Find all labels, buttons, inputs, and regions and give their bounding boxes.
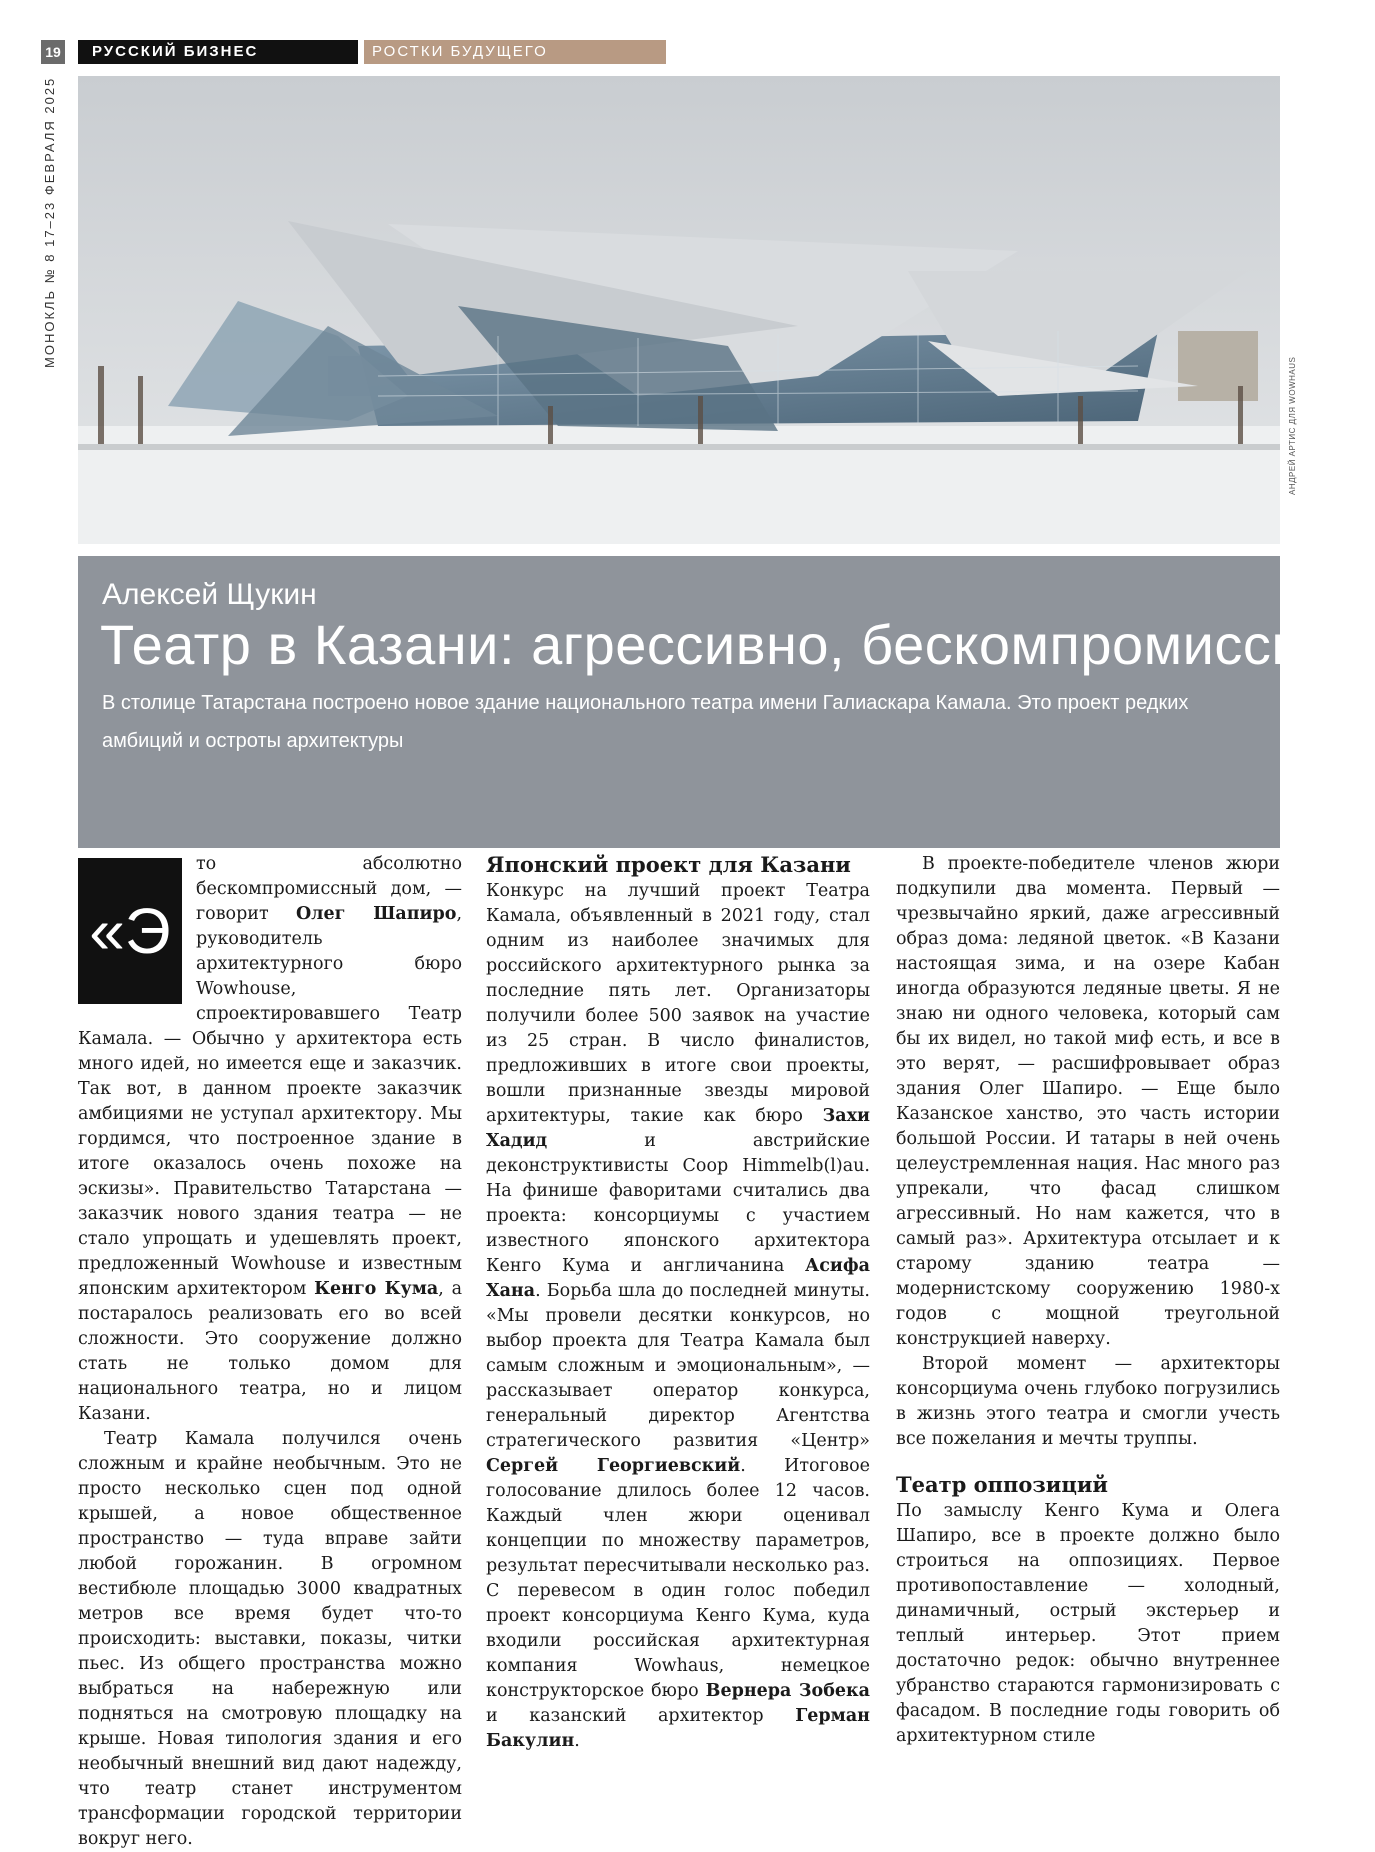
subheading: Японский проект для Казани (486, 852, 851, 877)
paragraph: По замыслу Кенго Кума и Олега Шапиро, все в проекте должно было строиться на оппозициях. Первое противопоставление — холодный, динамичный, острый экстерьер и теплый интерьер. Этот прием достаточно редок: обычно внутреннее убранство стараются гармонизировать с фасадом. В последние годы говорить об архитектурном стиле (896, 1501, 1280, 1746)
column-3 (896, 852, 1280, 1749)
rubric-label: РОСТКИ БУДУЩЕГО (364, 40, 666, 64)
title-block (78, 556, 1335, 848)
issue-info: МОНОКЛЬ № 8 17–23 ФЕВРАЛЯ 2025 (42, 76, 57, 368)
theater-photo (78, 76, 1280, 544)
article-lead: В столице Татарстана построено новое здание национального театра имени Галиаскара Камала. Это проект редких амбиций и остроты архитектуры (102, 692, 1189, 752)
section-label: РУССКИЙ БИЗНЕС (78, 40, 358, 64)
drop-cap: «Э (78, 858, 182, 1004)
page-number: 19 (41, 40, 65, 64)
column-1 (78, 852, 462, 1852)
paragraph: Второй момент — архитекторы консорциума очень глубоко погрузились в жизнь этого театра и смогли учесть все пожелания и мечты труппы. (896, 1354, 1280, 1449)
article-title: Театр в Казани: агрессивно, бескомпромиссно (100, 613, 1335, 676)
theater-illustration (78, 76, 1280, 544)
paragraph: Конкурс на лучший проект Театра Камала, объявленный в 2021 году, стал одним из наиболее значимых для российского архитектурного рынка за последние пять лет. Организаторы получили более 500 заявок на участие из 25 стран. В число финалистов, предложивших в итоге свои проекты, вошли признанные звезды мировой архитектуры, такие как бюро Захи Хадид и австрийские деконструктивисты Coop Himmelb(l)au. На финише фаворитами считались два проекта: консорциумы с участием известного японского архитектора Кенго Кума и англичанина Асифа Хана. Борьба шла до последней минуты. «Мы провели десятки конкурсов, но выбор проекта для Театра Камала был самым сложным и эмоциональным», — рассказывает оператор конкурса, генеральный директор Агентства стратегического развития «Центр» Сергей Георгиевский. Итоговое голосование длилось более 12 часов. Каждый член жюри оценивал концепции по множеству параметров, результат пересчитывали несколько раз. С перевесом в один голос победил проект консорциума Кенго Кума, куда входили российская архитектурная компания Wowhaus, немецкое конструкторское бюро Вернера Зобека и казанский архитектор Герман Бакулин. (486, 881, 870, 1751)
column-2 (486, 852, 870, 1754)
paragraph: Театр Камала получился очень сложным и крайне необычным. Это не просто несколько сцен под одной крышей, а новое общественное пространство — туда вправе зайти любой горожанин. В огромном вестибюле площадью 3000 квадратных метров все время будет что-то происходить: выставки, показы, читки пьес. Из общего пространства можно выбраться на набережную или подняться на смотровую площадку на крыше. Новая типология здания и его необычный внешний вид дают надежду, что театр станет инструментом трансформации городской территории вокруг него. (78, 1429, 462, 1849)
paragraph: то абсолютно бескомпромиссный дом, — говорит Олег Шапиро, руководитель архитектурного бюро Wowhouse, спроектировавшего Театр Камала. — Обычно у архитектора есть много идей, но имеется еще и заказчик. Так вот, в данном проекте заказчик амбициями не уступал архитектору. Мы гордимся, что построенное здание в итоге оказалось очень похоже на эскизы». Правительство Татарстана — заказчик нового здания театра — не стало упрощать и удешевлять проект, предложенный Wowhouse и известным японским архитектором Кенго Кума, а постаралось реализовать его во всей сложности. Это сооружение должно стать не только домом для национального театра, но и лицом Казани. (78, 854, 463, 1424)
author-name: Алексей Щукин (102, 578, 317, 611)
photo-credit: АНДРЕЙ АРТИС ДЛЯ WOWHAUS (1288, 356, 1297, 495)
subheading: Театр оппозиций (896, 1472, 1108, 1497)
paragraph: В проекте-победителе членов жюри подкупили два момента. Первый — чрезвычайно яркий, даже агрессивный образ дома: ледяной цветок. «В Казани настоящая зима, и на озере Кабан иногда образуются ледяные цветы. Я не знаю ни одного человека, который сам бы их видел, но такой миф есть, и все в это верят, — расшифровывает образ здания Олег Шапиро. — Еще было Казанское ханство, это часть истории большой России. И татары в ней очень целеустремленная нация. Нас много раз упрекали, что фасад слишком агрессивный. Но нам кажется, что в самый раз». Архитектура отсылает и к старому зданию театра — модернистскому сооружению 1980-х годов с мощной треугольной конструкцией наверху. (896, 854, 1280, 1349)
